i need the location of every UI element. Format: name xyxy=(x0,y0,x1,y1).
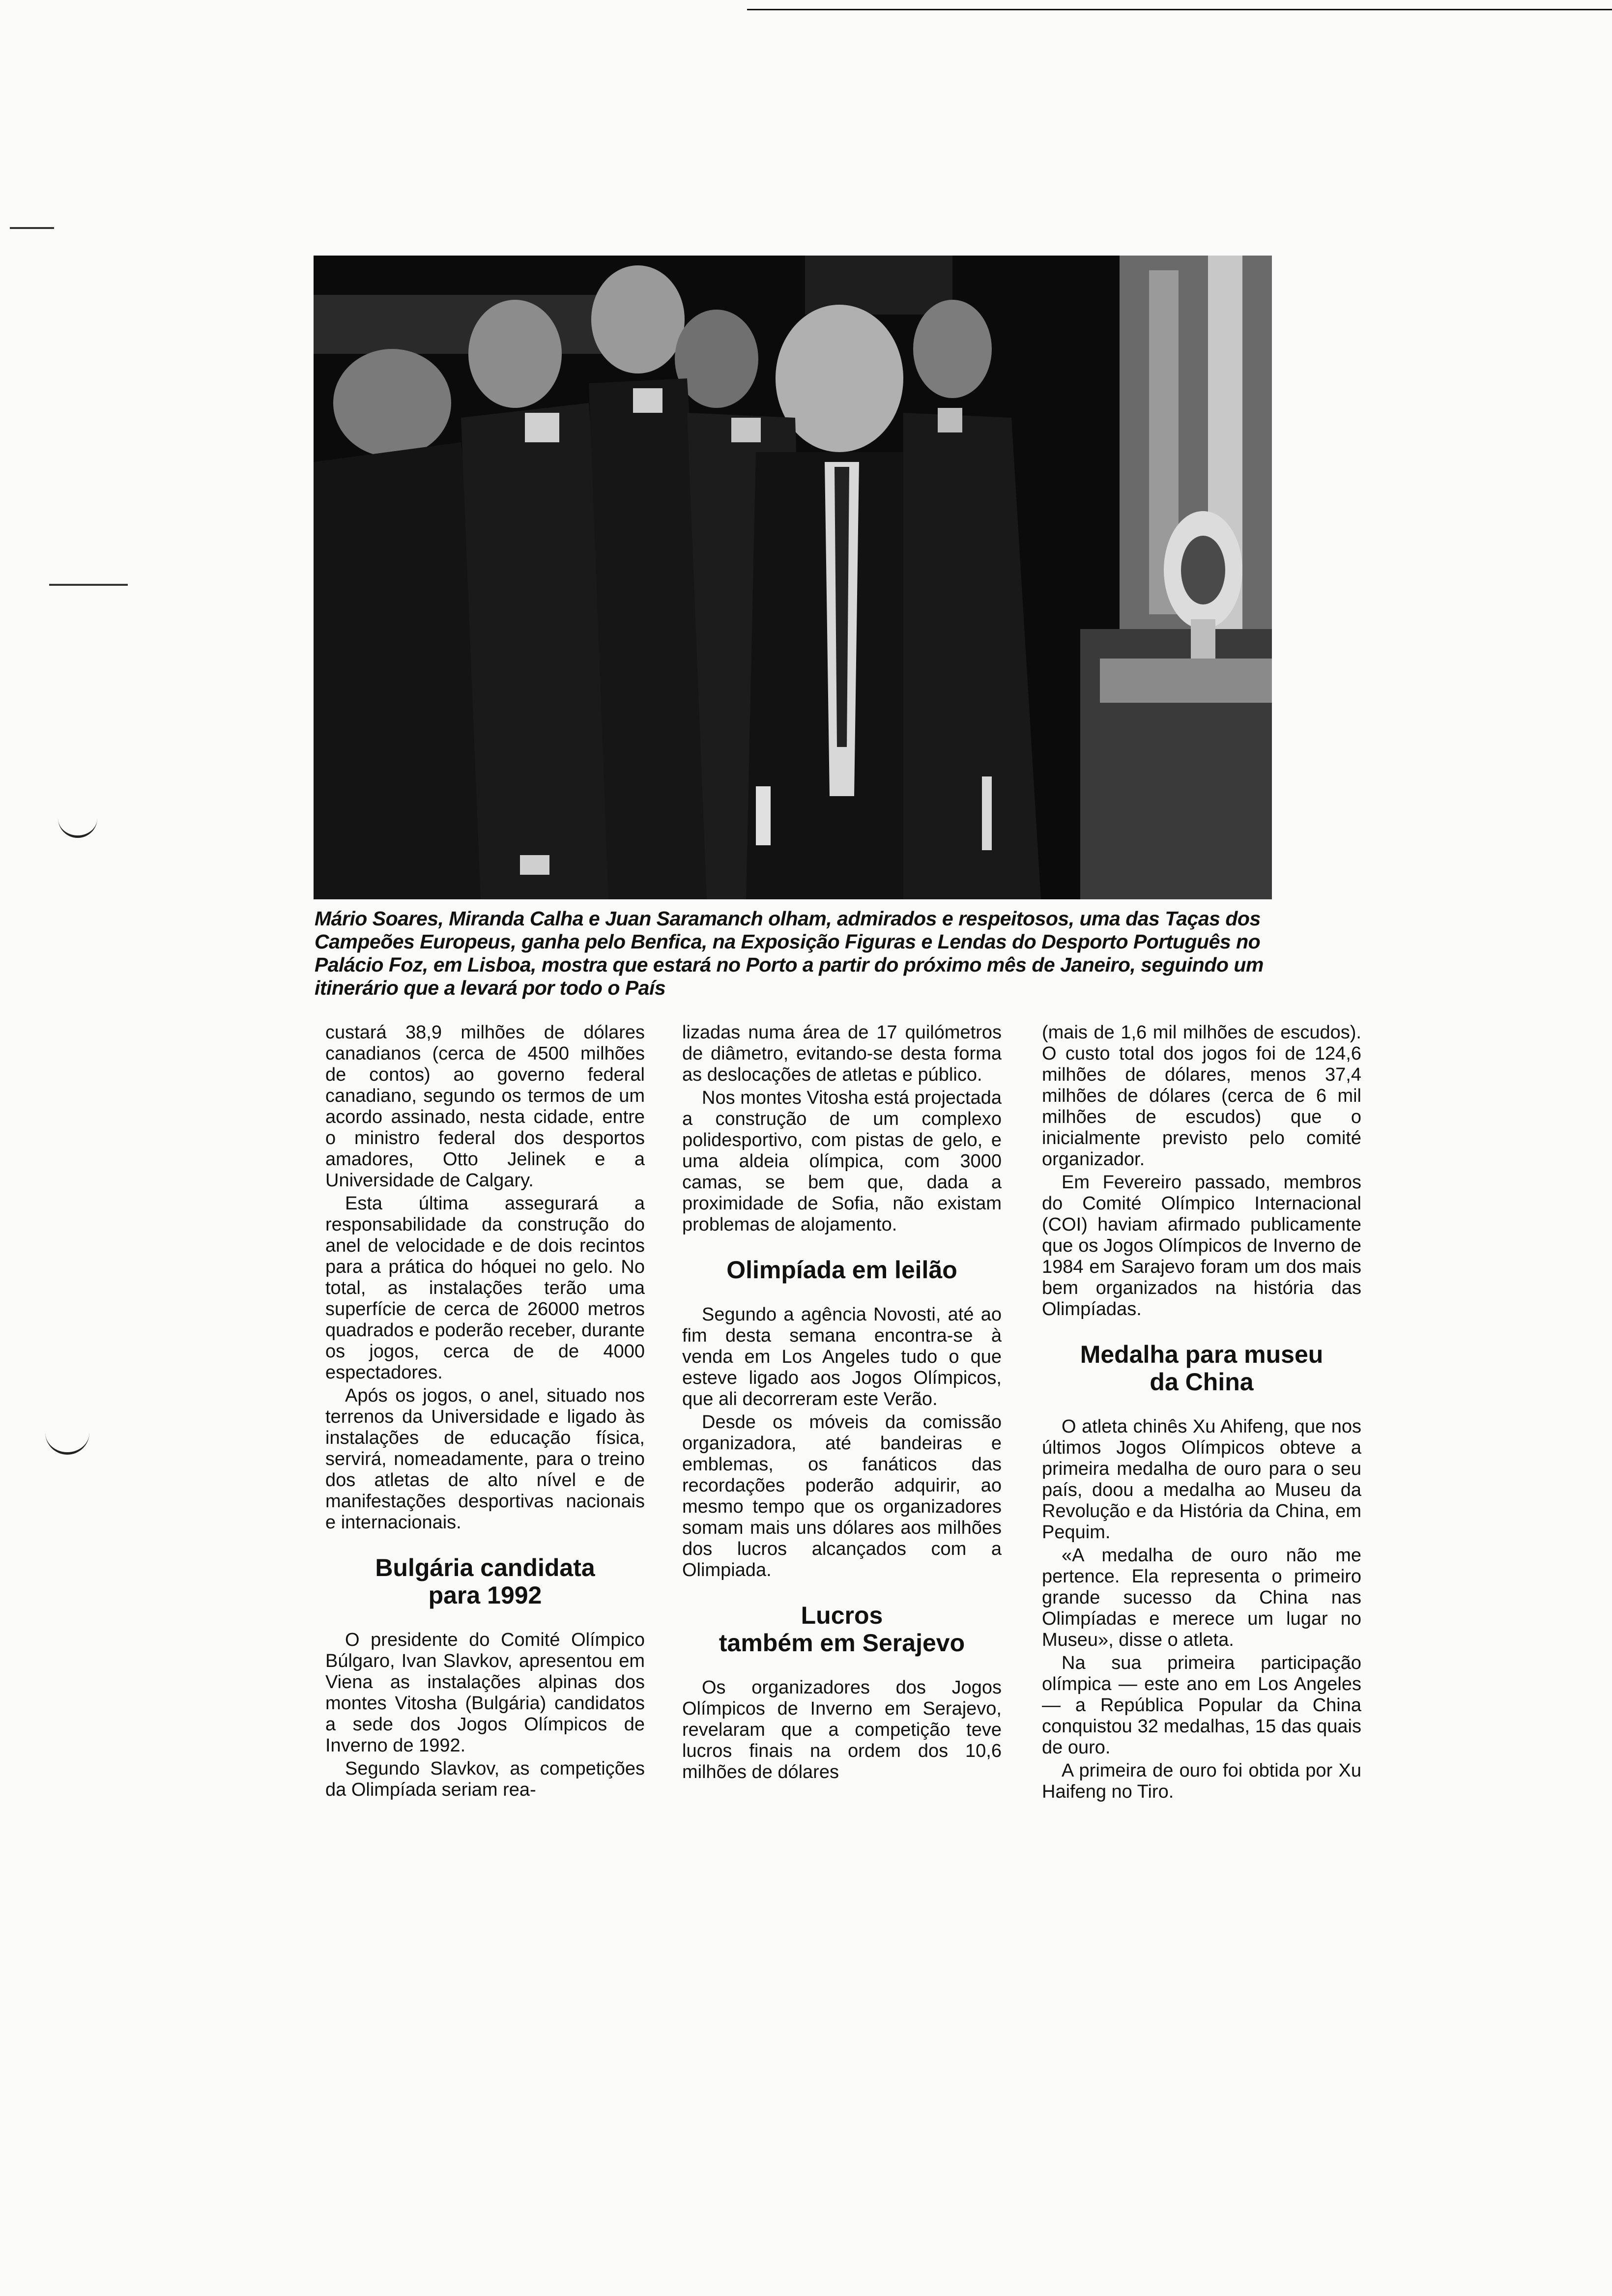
top-rule xyxy=(747,9,1612,10)
paragraph: Após os jogos, o anel, situado nos terrenos da Universidade e ligado às instalações de educação física, servirá, nomeadamente, para o treino dos atletas de alto nível e de manifestações desportivas nacionais e internacionais. xyxy=(325,1385,645,1533)
headline-bulgaria xyxy=(325,1554,645,1609)
headline-line: Bulgária candidata xyxy=(375,1554,595,1581)
paragraph: «A medalha de ouro não me pertence. Ela representa o primeiro grande sucesso da China nas Olimpíadas e merece um lugar no Museu», disse o atleta. xyxy=(1042,1545,1361,1650)
paragraph: Esta última assegurará a responsabilidade da construção do anel de velocidade e de dois recintos para a prática do hóquei no gelo. No total, as instalações terão uma superfície de cerca de 26000 metros quadrados e poderão receber, durante os jogos, cerca de de 4000 espectadores. xyxy=(325,1193,645,1383)
paragraph: Segundo a agência Novosti, até ao fim desta semana encontra-se à venda em Los Angeles tudo o que esteve ligado aos Jogos Olímpicos, que ali decorreram este Verão. xyxy=(682,1304,1002,1409)
paragraph: O presidente do Comité Olímpico Búlgaro, Ivan Slavkov, apresentou em Viena as instalações alpinas dos montes Vitosha (Bulgária) candidatos a sede dos Jogos Olímpicos de Inverno de 1992. xyxy=(325,1630,645,1756)
paragraph: Segundo Slavkov, as competições da Olimpíada seriam rea- xyxy=(325,1758,645,1800)
paragraph: Desde os móveis da comissão organizadora, até bandeiras e emblemas, os fanáticos das recordações poderão adquirir, ao mesmo tempo que os organizadores somam mais uns dólares aos milhões dos lucros alcançados com a Olimpiada. xyxy=(682,1412,1002,1580)
paragraph: Em Fevereiro passado, membros do Comité Olímpico Internacional (COI) haviam afirmado publicamente que os Jogos Olímpicos de Inverno de 1984 em Sarajevo foram um dos mais bem organizados na história das Olimpíadas. xyxy=(1042,1172,1361,1320)
headline-line: também em Serajevo xyxy=(719,1629,965,1657)
paragraph: A primeira de ouro foi obtida por Xu Haifeng no Tiro. xyxy=(1042,1760,1361,1802)
paragraph: custará 38,9 milhões de dólares canadianos (cerca de 4500 milhões de contos) ao governo federal canadiano, segundo os termos de um acordo assinado, nesta cidade, entre o ministro federal dos desportos amadores, Otto Jelinek e a Universidade de Calgary. xyxy=(325,1022,645,1191)
punch-hole-mark xyxy=(58,816,97,838)
headline-line: Olimpíada em leilão xyxy=(726,1256,957,1284)
paragraph: (mais de 1,6 mil milhões de escudos). O custo total dos jogos foi de 124,6 milhões de dólares, menos 37,4 milhões de dólares (cerca de 6 mil milhões de escudos) que o inicialmente previsto pelo comité organizador. xyxy=(1042,1022,1361,1170)
margin-mark xyxy=(49,584,128,586)
paragraph: O atleta chinês Xu Ahifeng, que nos últimos Jogos Olímpicos obteve a primeira medalha de ouro para o seu país, doou a medalha ao Museu da Revolução e da História da China, em Pequim. xyxy=(1042,1416,1361,1543)
paragraph: Na sua primeira participação olímpica — este ano em Los Angeles — a República Popular da China conquistou 32 medalhas, 15 das quais de ouro. xyxy=(1042,1653,1361,1758)
article-column-1 xyxy=(325,1022,645,1803)
news-photo xyxy=(314,256,1272,899)
headline-olimpiada-leilao xyxy=(682,1256,1002,1284)
paragraph: lizadas numa área de 17 quilómetros de diâmetro, evitando-se desta forma as deslocações de atletas e público. xyxy=(682,1022,1002,1085)
headline-line: Lucros xyxy=(801,1602,883,1629)
paragraph: Os organizadores dos Jogos Olímpicos de Inverno em Serajevo, revelaram que a competição teve lucros finais na ordem dos 10,6 milhões de dólares xyxy=(682,1677,1002,1782)
headline-line: da China xyxy=(1150,1368,1254,1396)
headline-line: Medalha para museu xyxy=(1080,1341,1324,1368)
article-column-2 xyxy=(682,1022,1002,1785)
headline-line: para 1992 xyxy=(428,1581,542,1609)
article-column-3 xyxy=(1042,1022,1361,1805)
paragraph: Nos montes Vitosha está projectada a construção de um complexo polidesportivo, com pistas de gelo, e uma aldeia olímpica, com 3000 camas, se bem que, dada a proximidade de Sofia, não existam problemas de alojamento. xyxy=(682,1088,1002,1235)
headline-medalha-museu xyxy=(1042,1341,1361,1396)
photograph-icon xyxy=(314,256,1272,899)
photo-caption: Mário Soares, Miranda Calha e Juan Saramanch olham, admirados e respeitosos, uma das Taças dos Campeões Europeus, ganha pelo Benfica, na Exposição Figuras e Lendas do Desporto Português no Palácio Foz, em Lisboa, mostra que estará no Porto a partir do próximo mês de Janeiro, seguindo um itinerário que a levará por todo o País xyxy=(315,907,1264,999)
punch-hole-mark xyxy=(45,1433,89,1455)
headline-lucros xyxy=(682,1602,1002,1657)
margin-mark xyxy=(10,227,54,229)
